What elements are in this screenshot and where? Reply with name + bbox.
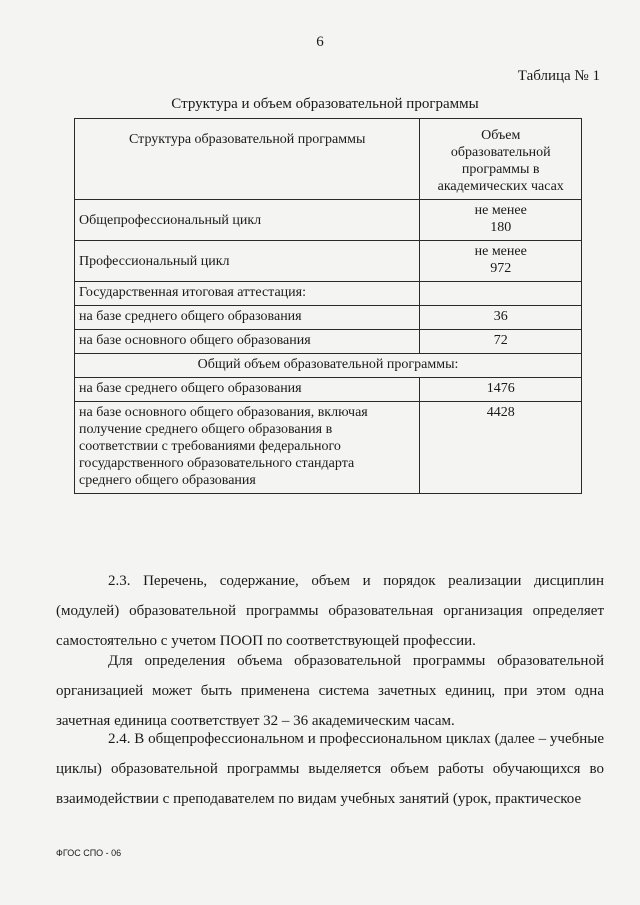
table-row xyxy=(75,306,582,330)
table-header-row xyxy=(75,119,582,200)
paragraph-2-3: 2.3. Перечень, содержание, объем и порядок реализации дисциплин (модулей) образовательной программы образовательная организация определяет самостоятельно с учетом ПООП по соответствующей профессии. xyxy=(56,573,604,649)
row-label: на базе среднего общего образования xyxy=(75,378,420,402)
row-value: не менее 972 xyxy=(420,241,582,282)
footer-code: ФГОС СПО - 06 xyxy=(56,848,122,858)
table-caption: Структура и объем образовательной программы xyxy=(171,96,479,112)
page-number: 6 xyxy=(316,34,324,50)
table-row xyxy=(75,402,582,494)
table-row xyxy=(75,200,582,241)
paragraph-credit-units: Для определения объема образовательной программы образовательной организацией может быть применена система зачетных единиц, при этом одна зачетная единица соответствует 32 – 36 академическим часам. xyxy=(56,653,604,729)
row-label: на базе основного общего образования xyxy=(75,330,420,354)
row-label: на базе основного общего образования, включая получение среднего общего образования в соответствии с требованиями федерального государственного образовательного стандарта среднего общего образования xyxy=(75,402,420,494)
total-heading: Общий объем образовательной программы: xyxy=(75,354,582,378)
table-row xyxy=(75,330,582,354)
paragraph-2-4: 2.4. В общепрофессиональном и профессиональном циклах (далее – учебные циклы) образовательной программы выделяется объем работы обучающихся во взаимодействии с преподавателем по видам учебных занятий (урок, практическое xyxy=(56,731,604,807)
table-row xyxy=(75,241,582,282)
table-row xyxy=(75,378,582,402)
row-value: 72 xyxy=(420,330,582,354)
row-label: на базе среднего общего образования xyxy=(75,306,420,330)
row-value xyxy=(420,282,582,306)
header-structure: Структура образовательной программы xyxy=(75,119,420,200)
header-volume: Объем образовательной программы в академических часах xyxy=(420,119,582,200)
table-label: Таблица № 1 xyxy=(517,68,600,84)
table-row xyxy=(75,282,582,306)
row-value: 1476 xyxy=(420,378,582,402)
row-value: не менее 180 xyxy=(420,200,582,241)
row-label: Общепрофессиональный цикл xyxy=(75,200,420,241)
row-label: Государственная итоговая аттестация: xyxy=(75,282,420,306)
table-row xyxy=(75,354,582,378)
row-value: 36 xyxy=(420,306,582,330)
row-label: Профессиональный цикл xyxy=(75,241,420,282)
program-structure-table xyxy=(74,118,582,494)
row-value: 4428 xyxy=(420,402,582,494)
